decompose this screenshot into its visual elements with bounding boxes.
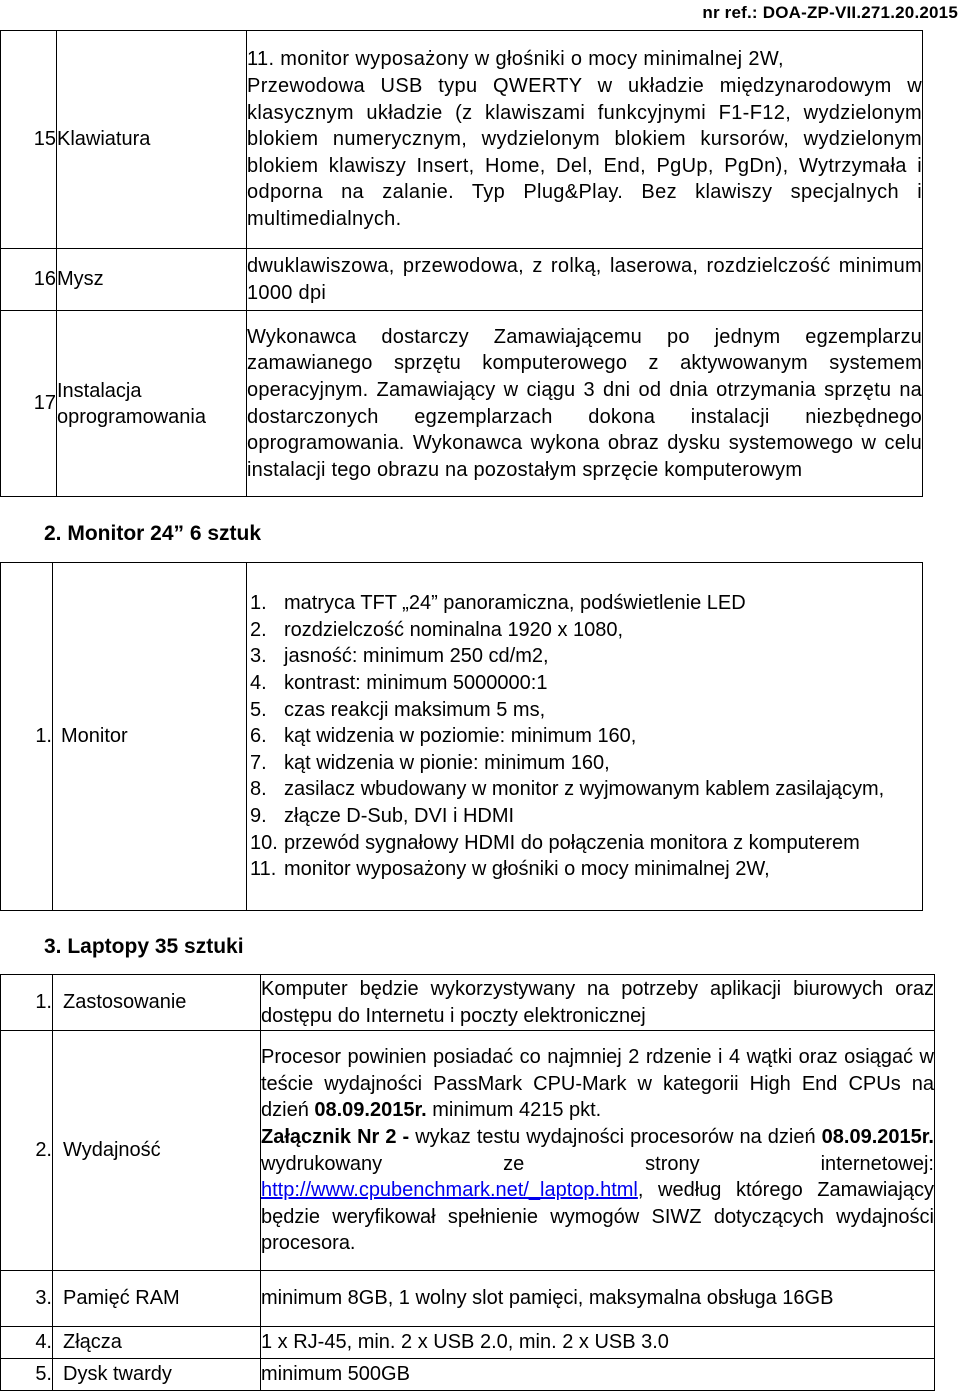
carryover-line: 11. monitor wyposażony w głośniki o mocy minimalnej 2W, — [247, 48, 784, 71]
list-item: 3. jasność: minimum 250 cd/m2, — [250, 645, 549, 668]
table-row — [1, 311, 923, 497]
table-row — [1, 1359, 935, 1391]
list-item: 2. rozdzielczość nominalna 1920 x 1080, — [250, 618, 624, 641]
row-description — [261, 1031, 935, 1271]
table-row — [1, 1271, 935, 1327]
list-item: 7. kąt widzenia w pionie: minimum 160, — [250, 751, 610, 774]
list-item: 9. złącze D-Sub, DVI i HDMI — [250, 804, 515, 827]
row-number: 3. — [1, 1271, 53, 1327]
table-row — [1, 249, 923, 311]
row-description — [247, 31, 923, 249]
row-number: 1. — [1, 563, 53, 911]
row-name: Mysz — [57, 249, 247, 311]
attachment-note: Załącznik Nr 2 - wykaz testu wydajności procesorów na dzień 08.09.2015r. wydrukowany ze strony internetowej: http://www.cpubenchmark.net/_laptop.html, według którego Zamawiający będzie weryfikował spełnienie wymogów SIWZ dotyczących wydajności procesora. — [261, 1125, 934, 1255]
row-number: 5. — [1, 1359, 53, 1391]
document-reference: nr ref.: DOA-ZP-VII.271.20.2015 — [702, 3, 958, 22]
keyboard-spec: Przewodowa USB typu QWERTY w układzie międzynarodowym w klasycznym układzie (z klawiszami funkcyjnymi F1-F12, wydzielonym blokiem numerycznym, wydzielonym blokiem kursorów, wydzielonym blokiem klawiszy Insert, Home, Del, End, PgUp, PgDn), Wytrzymała i odporna na zalanie. Typ Plug&Play. Bez klawiszy specjalnych i multimedialnych. — [247, 75, 922, 230]
list-item: 4. kontrast: minimum 5000000:1 — [250, 672, 548, 695]
spec-table-accessories — [0, 30, 923, 497]
row-name: Monitor — [53, 563, 247, 911]
row-number: 1. — [1, 975, 53, 1031]
row-description: dwuklawiszowa, przewodowa, z rolką, laserowa, rozdzielczość minimum 1000 dpi — [247, 249, 923, 311]
spec-table-monitor — [0, 562, 923, 911]
list-item: 11. monitor wyposażony w głośniki o mocy minimalnej 2W, — [250, 858, 770, 881]
row-name: Złącza — [53, 1327, 261, 1359]
row-name: Instalacja oprogramowania — [57, 311, 247, 497]
row-description: Wykonawca dostarczy Zamawiającemu po jednym egzemplarzu zamawianego sprzętu komputerowego z aktywowanym systemem operacyjnym. Zamawiający w ciągu 3 dni od dnia otrzymania sprzętu na dostarczonych egzemplarzach dokona instalacji niezbędnego oprogramowania. Wykonawca wykona obraz dysku systemowego w celu instalacji tego obrazu na pozostałym sprzęcie komputerowym — [247, 311, 923, 497]
section-heading-laptops: 3. Laptopy 35 sztuki — [44, 935, 244, 958]
list-item: 8. zasilacz wbudowany w monitor z wyjmowanym kablem zasilającym, — [250, 778, 885, 801]
table-row — [1, 975, 935, 1031]
row-name: Klawiatura — [57, 31, 247, 249]
table-row — [1, 1327, 935, 1359]
spec-table-laptops — [0, 974, 935, 1391]
table-row — [1, 31, 923, 249]
list-item: 6. kąt widzenia w poziomie: minimum 160, — [250, 725, 637, 748]
list-item: 5. czas reakcji maksimum 5 ms, — [250, 698, 546, 721]
row-number: 17 — [1, 311, 57, 497]
table-row — [1, 1031, 935, 1271]
row-description — [247, 563, 923, 911]
monitor-spec-list — [250, 590, 912, 883]
row-name: Dysk twardy — [53, 1359, 261, 1391]
row-number: 16 — [1, 249, 57, 311]
row-description: 1 x RJ-45, min. 2 x USB 2.0, min. 2 x USB 3.0 — [261, 1327, 935, 1359]
row-name: Zastosowanie — [53, 975, 261, 1031]
row-name: Wydajność — [53, 1031, 261, 1271]
row-number: 15 — [1, 31, 57, 249]
section-heading-monitor: 2. Monitor 24” 6 sztuk — [44, 522, 262, 545]
row-number: 4. — [1, 1327, 53, 1359]
cpubenchmark-link[interactable]: http://www.cpubenchmark.net/_laptop.html — [261, 1179, 638, 1202]
list-item: 1. matryca TFT „24” panoramiczna, podświetlenie LED — [250, 592, 746, 615]
row-description: minimum 8GB, 1 wolny slot pamięci, maksymalna obsługa 16GB — [261, 1271, 935, 1327]
row-name: Pamięć RAM — [53, 1271, 261, 1327]
list-item: 10. przewód sygnałowy HDMI do połączenia monitora z komputerem — [250, 831, 860, 854]
row-description: Komputer będzie wykorzystywany na potrzeby aplikacji biurowych oraz dostępu do Internetu i poczty elektronicznej — [261, 975, 935, 1031]
cpu-requirement: Procesor powinien posiadać co najmniej 2 rdzenie i 4 wątki oraz osiągać w teście wydajności PassMark CPU-Mark w kategorii High End CPUs na dzień 08.09.2015r. minimum 4215 pkt. — [261, 1046, 934, 1122]
table-row — [1, 563, 923, 911]
row-number: 2. — [1, 1031, 53, 1271]
row-description: minimum 500GB — [261, 1359, 935, 1391]
